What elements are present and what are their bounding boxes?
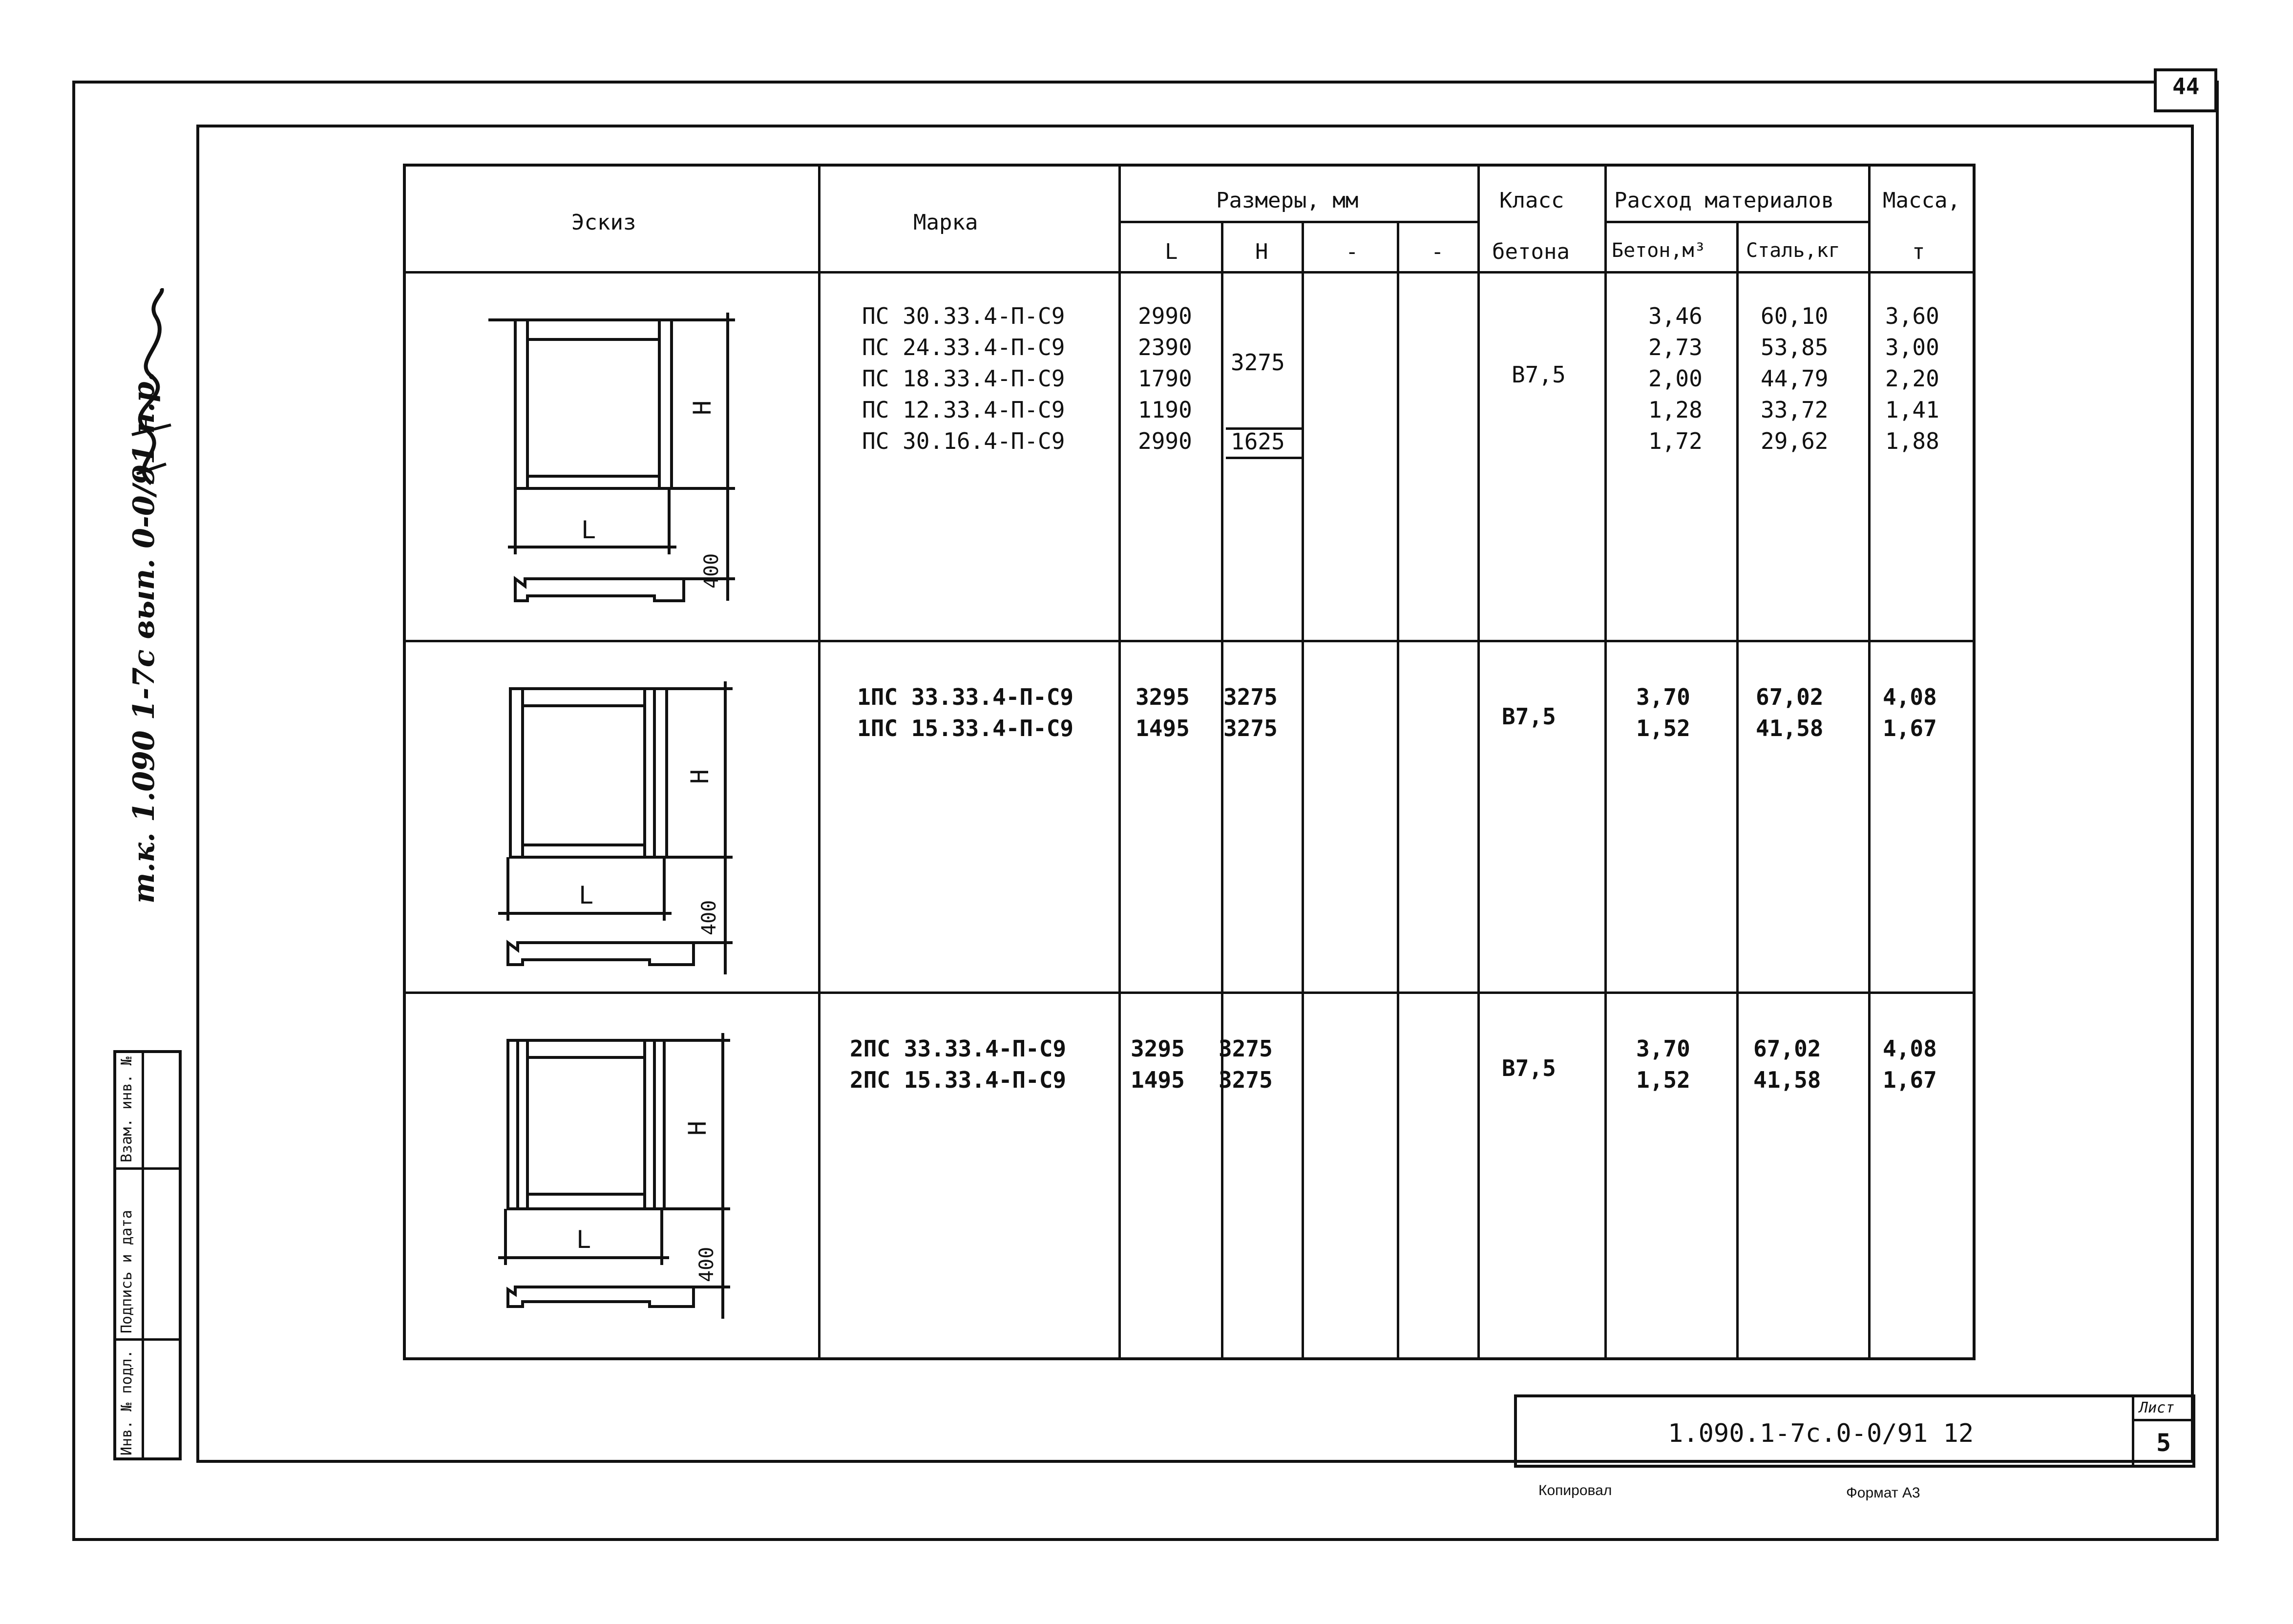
stamp-label-2: Подпись и дата: [118, 1210, 135, 1333]
header-dim-4: -: [1431, 239, 1444, 264]
group1-mass: 3,60 3,00 2,20 1,41 1,88: [1885, 303, 1939, 454]
group1-steel: 60,10 53,85 44,79 33,72 29,62: [1761, 303, 1829, 454]
title-block-code: 1.090.1-7с.0-0/91 12: [1668, 1419, 1974, 1448]
sketch3-label-400: 400: [695, 1246, 718, 1282]
group1-h-bottom: 1625: [1231, 428, 1285, 455]
header-concrete: Бетон,м³: [1612, 239, 1706, 262]
group2-h: 3275 3275: [1223, 684, 1278, 741]
group3-l: 3295 1495: [1131, 1035, 1185, 1093]
group2-concrete: 3,70 1,52: [1636, 684, 1690, 741]
group1-marks: ПС 30.33.4-П-С9 ПС 24.33.4-П-С9 ПС 18.33.4-П-С9 ПС 12.33.4-П-С9 ПС 30.16.4-П-С9: [862, 303, 1065, 454]
sheet-number-top: 44: [2172, 73, 2200, 100]
footer-copied: Копировал: [1538, 1482, 1612, 1498]
group2-class: В7,5: [1502, 703, 1556, 730]
sketch1-label-h: H: [688, 400, 716, 415]
header-class-2: бетона: [1492, 239, 1570, 264]
group2-steel: 67,02 41,58: [1756, 684, 1824, 741]
sketch2-label-h: H: [686, 769, 714, 784]
group3-class: В7,5: [1502, 1055, 1556, 1081]
group2-l: 3295 1495: [1136, 684, 1190, 741]
group-separator-1: [403, 640, 1976, 642]
header-mass-2: т: [1912, 239, 1925, 264]
group3-steel: 67,02 41,58: [1753, 1035, 1821, 1093]
left-vertical-text: т.к. 1.090 1-7с вып. 0-0/91 н.р.: [127, 371, 161, 904]
sketch1-label-l: L: [581, 516, 596, 544]
sketch-panel-2: [488, 679, 762, 982]
group3-mass: 4,08 1,67: [1883, 1035, 1937, 1093]
header-dim-l: L: [1165, 239, 1178, 264]
sketch1-label-400: 400: [700, 553, 723, 589]
header-dim-h: H: [1255, 239, 1268, 264]
header-dim-3: -: [1346, 239, 1359, 264]
group2-marks: 1ПС 33.33.4-П-С9 1ПС 15.33.4-П-С9: [857, 684, 1074, 741]
group-separator-2: [403, 991, 1976, 994]
header-sketch: Эскиз: [571, 210, 636, 235]
stamp-label-3: Взам. инв. №: [118, 1056, 135, 1162]
header-mass-1: Масса,: [1883, 188, 1960, 213]
group3-concrete: 3,70 1,52: [1636, 1035, 1690, 1093]
group2-mass: 4,08 1,67: [1883, 684, 1937, 741]
header-dimensions: Размеры, мм: [1216, 188, 1359, 213]
group3-h: 3275 3275: [1219, 1035, 1273, 1093]
group1-h-top: 3275: [1231, 349, 1285, 376]
group1-class: В7,5: [1512, 361, 1566, 388]
sketch3-label-h: H: [683, 1120, 712, 1136]
header-class-1: Класс: [1499, 188, 1564, 213]
sketch3-label-l: L: [576, 1225, 591, 1254]
footer-format: Формат А3: [1846, 1485, 1920, 1501]
signature-scribble: [117, 288, 186, 493]
title-block-sheet-value: 5: [2156, 1429, 2171, 1457]
sketch-panel-1: [488, 308, 762, 611]
header-bottom-line: [403, 271, 1976, 274]
header-mark: Марка: [913, 210, 978, 235]
stamp-label-1: Инв. № подл.: [118, 1350, 135, 1455]
sketch2-label-l: L: [579, 881, 594, 909]
sketch2-label-400: 400: [698, 900, 720, 935]
title-block-sheet-label: Лист: [2139, 1399, 2175, 1416]
group1-concrete: 3,46 2,73 2,00 1,28 1,72: [1648, 303, 1703, 454]
header-steel: Сталь,кг: [1746, 239, 1840, 262]
group3-marks: 2ПС 33.33.4-П-С9 2ПС 15.33.4-П-С9: [850, 1035, 1067, 1093]
header-materials: Расход материалов: [1614, 188, 1834, 213]
sketch-panel-3: [488, 1031, 762, 1324]
group1-l: 2990 2390 1790 1190 2990: [1138, 303, 1192, 454]
